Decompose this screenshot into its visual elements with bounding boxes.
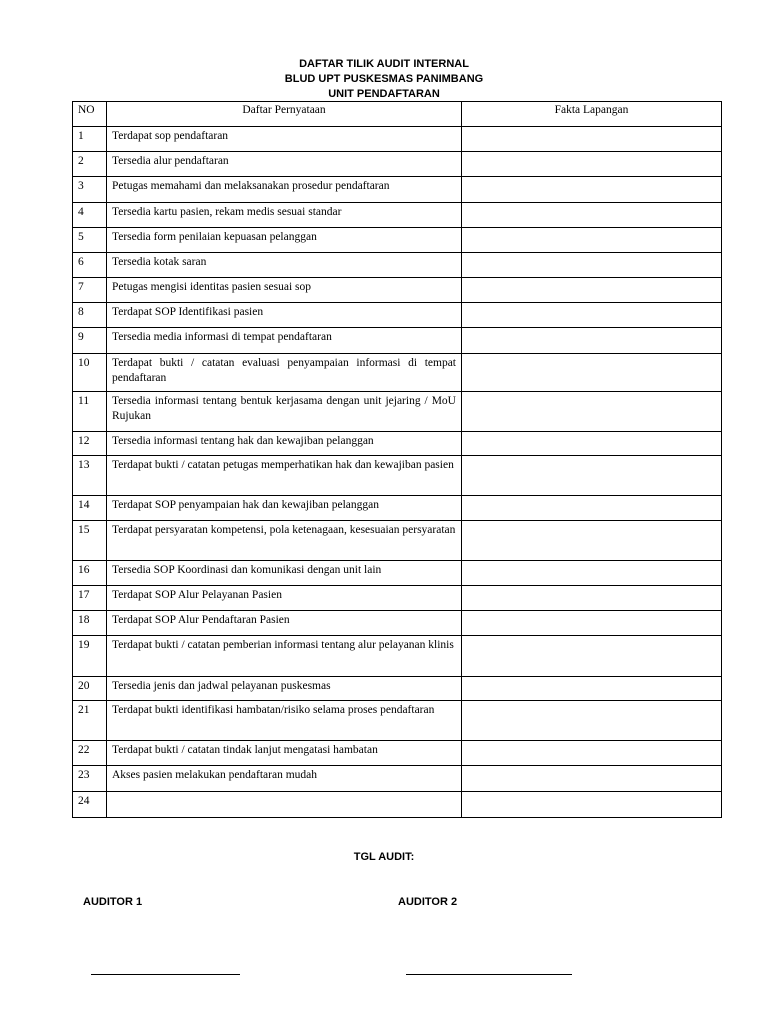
field-facts-cell[interactable] [462, 328, 722, 354]
row-number: 14 [73, 496, 107, 521]
field-facts-cell[interactable] [462, 586, 722, 611]
table-row [73, 152, 722, 177]
field-facts-cell[interactable] [462, 303, 722, 328]
row-number: 5 [73, 228, 107, 253]
statement-text: Terdapat sop pendaftaran [107, 127, 462, 152]
row-number: 2 [73, 152, 107, 177]
table-row [73, 127, 722, 152]
statement-text: Tersedia kotak saran [107, 253, 462, 278]
row-number: 23 [73, 766, 107, 792]
statement-text: Tersedia media informasi di tempat pendaftaran [107, 328, 462, 354]
row-number: 11 [73, 392, 107, 432]
document-title: DAFTAR TILIK AUDIT INTERNAL [299, 58, 469, 70]
document-subtitle: BLUD UPT PUSKESMAS PANIMBANG [284, 73, 484, 85]
statement-text: Terdapat persyaratan kompetensi, pola ketenagaan, kesesuaian persyaratan [107, 521, 462, 561]
statement-text: Petugas mengisi identitas pasien sesuai sop [107, 278, 462, 303]
field-facts-cell[interactable] [462, 152, 722, 177]
table-row [73, 766, 722, 792]
row-number: 9 [73, 328, 107, 354]
field-facts-cell[interactable] [462, 496, 722, 521]
table-body [73, 127, 722, 818]
statement-text: Terdapat bukti / catatan petugas memperhatikan hak dan kewajiban pasien [107, 456, 462, 496]
row-number: 13 [73, 456, 107, 496]
row-number: 16 [73, 561, 107, 586]
table-header-row [73, 102, 722, 127]
table-row [73, 392, 722, 432]
field-facts-cell[interactable] [462, 228, 722, 253]
row-number: 3 [73, 177, 107, 203]
row-number: 24 [73, 792, 107, 818]
field-facts-cell[interactable] [462, 636, 722, 677]
row-number: 18 [73, 611, 107, 636]
table-row [73, 561, 722, 586]
row-number: 12 [73, 432, 107, 456]
row-number: 17 [73, 586, 107, 611]
row-number: 8 [73, 303, 107, 328]
statement-text: Petugas memahami dan melaksanakan prosedur pendaftaran [107, 177, 462, 203]
table-row [73, 228, 722, 253]
statement-text: Tersedia informasi tentang bentuk kerjasama dengan unit jejaring / MoU Rujukan [107, 392, 462, 432]
table-row [73, 278, 722, 303]
auditor-2-label: AUDITOR 2 [398, 896, 458, 908]
table-row [73, 432, 722, 456]
statement-text: Terdapat SOP Alur Pendaftaran Pasien [107, 611, 462, 636]
auditor-1-label: AUDITOR 1 [83, 896, 143, 908]
table-row [73, 303, 722, 328]
table-row [73, 177, 722, 203]
table-row [73, 701, 722, 741]
column-header-no: NO [73, 102, 107, 127]
statement-text: Terdapat SOP Identifikasi pasien [107, 303, 462, 328]
table-row [73, 677, 722, 701]
statement-text: Terdapat SOP Alur Pelayanan Pasien [107, 586, 462, 611]
statement-text: Tersedia kartu pasien, rekam medis sesuai standar [107, 203, 462, 228]
field-facts-cell[interactable] [462, 278, 722, 303]
auditor-2-signature-line [406, 974, 572, 975]
row-number: 10 [73, 354, 107, 392]
table-row [73, 636, 722, 677]
field-facts-cell[interactable] [462, 741, 722, 766]
statement-text: Tersedia form penilaian kepuasan pelanggan [107, 228, 462, 253]
statement-text: Terdapat SOP penyampaian hak dan kewajiban pelanggan [107, 496, 462, 521]
table-row [73, 586, 722, 611]
table-row [73, 611, 722, 636]
field-facts-cell[interactable] [462, 561, 722, 586]
field-facts-cell[interactable] [462, 253, 722, 278]
field-facts-cell[interactable] [462, 677, 722, 701]
field-facts-cell[interactable] [462, 521, 722, 561]
auditor-1-signature-line [91, 974, 240, 975]
row-number: 21 [73, 701, 107, 741]
field-facts-cell[interactable] [462, 456, 722, 496]
statement-text: Terdapat bukti / catatan pemberian informasi tentang alur pelayanan klinis [107, 636, 462, 677]
field-facts-cell[interactable] [462, 177, 722, 203]
statement-text: Akses pasien melakukan pendaftaran mudah [107, 766, 462, 792]
field-facts-cell[interactable] [462, 392, 722, 432]
unit-title: UNIT PENDAFTARAN [328, 88, 440, 100]
statement-text: Terdapat bukti / catatan tindak lanjut mengatasi hambatan [107, 741, 462, 766]
table-row [73, 496, 722, 521]
row-number: 19 [73, 636, 107, 677]
row-number: 6 [73, 253, 107, 278]
table-row [73, 792, 722, 818]
field-facts-cell[interactable] [462, 701, 722, 741]
column-header-statement: Daftar Pernyataan [107, 102, 462, 127]
statement-text: Tersedia SOP Koordinasi dan komunikasi dengan unit lain [107, 561, 462, 586]
row-number: 7 [73, 278, 107, 303]
field-facts-cell[interactable] [462, 432, 722, 456]
row-number: 4 [73, 203, 107, 228]
table-row [73, 741, 722, 766]
field-facts-cell[interactable] [462, 766, 722, 792]
statement-text: Terdapat bukti / catatan evaluasi penyampaian informasi di tempat pendaftaran [107, 354, 462, 392]
column-header-field-facts: Fakta Lapangan [462, 102, 722, 127]
statement-text: Tersedia informasi tentang hak dan kewajiban pelanggan [107, 432, 462, 456]
table-row [73, 328, 722, 354]
table-row [73, 253, 722, 278]
row-number: 20 [73, 677, 107, 701]
table-row [73, 521, 722, 561]
statement-text: Tersedia jenis dan jadwal pelayanan puskesmas [107, 677, 462, 701]
field-facts-cell[interactable] [462, 203, 722, 228]
field-facts-cell[interactable] [462, 354, 722, 392]
row-number: 22 [73, 741, 107, 766]
field-facts-cell[interactable] [462, 792, 722, 818]
statement-text: Tersedia alur pendaftaran [107, 152, 462, 177]
statement-text: Terdapat bukti identifikasi hambatan/risiko selama proses pendaftaran [107, 701, 462, 741]
row-number: 1 [73, 127, 107, 152]
statement-text [107, 792, 462, 818]
table-row [73, 354, 722, 392]
table-row [73, 456, 722, 496]
field-facts-cell[interactable] [462, 611, 722, 636]
audit-checklist-table [72, 101, 722, 818]
audit-date-label: TGL AUDIT: [353, 851, 415, 863]
row-number: 15 [73, 521, 107, 561]
table-row [73, 203, 722, 228]
field-facts-cell[interactable] [462, 127, 722, 152]
